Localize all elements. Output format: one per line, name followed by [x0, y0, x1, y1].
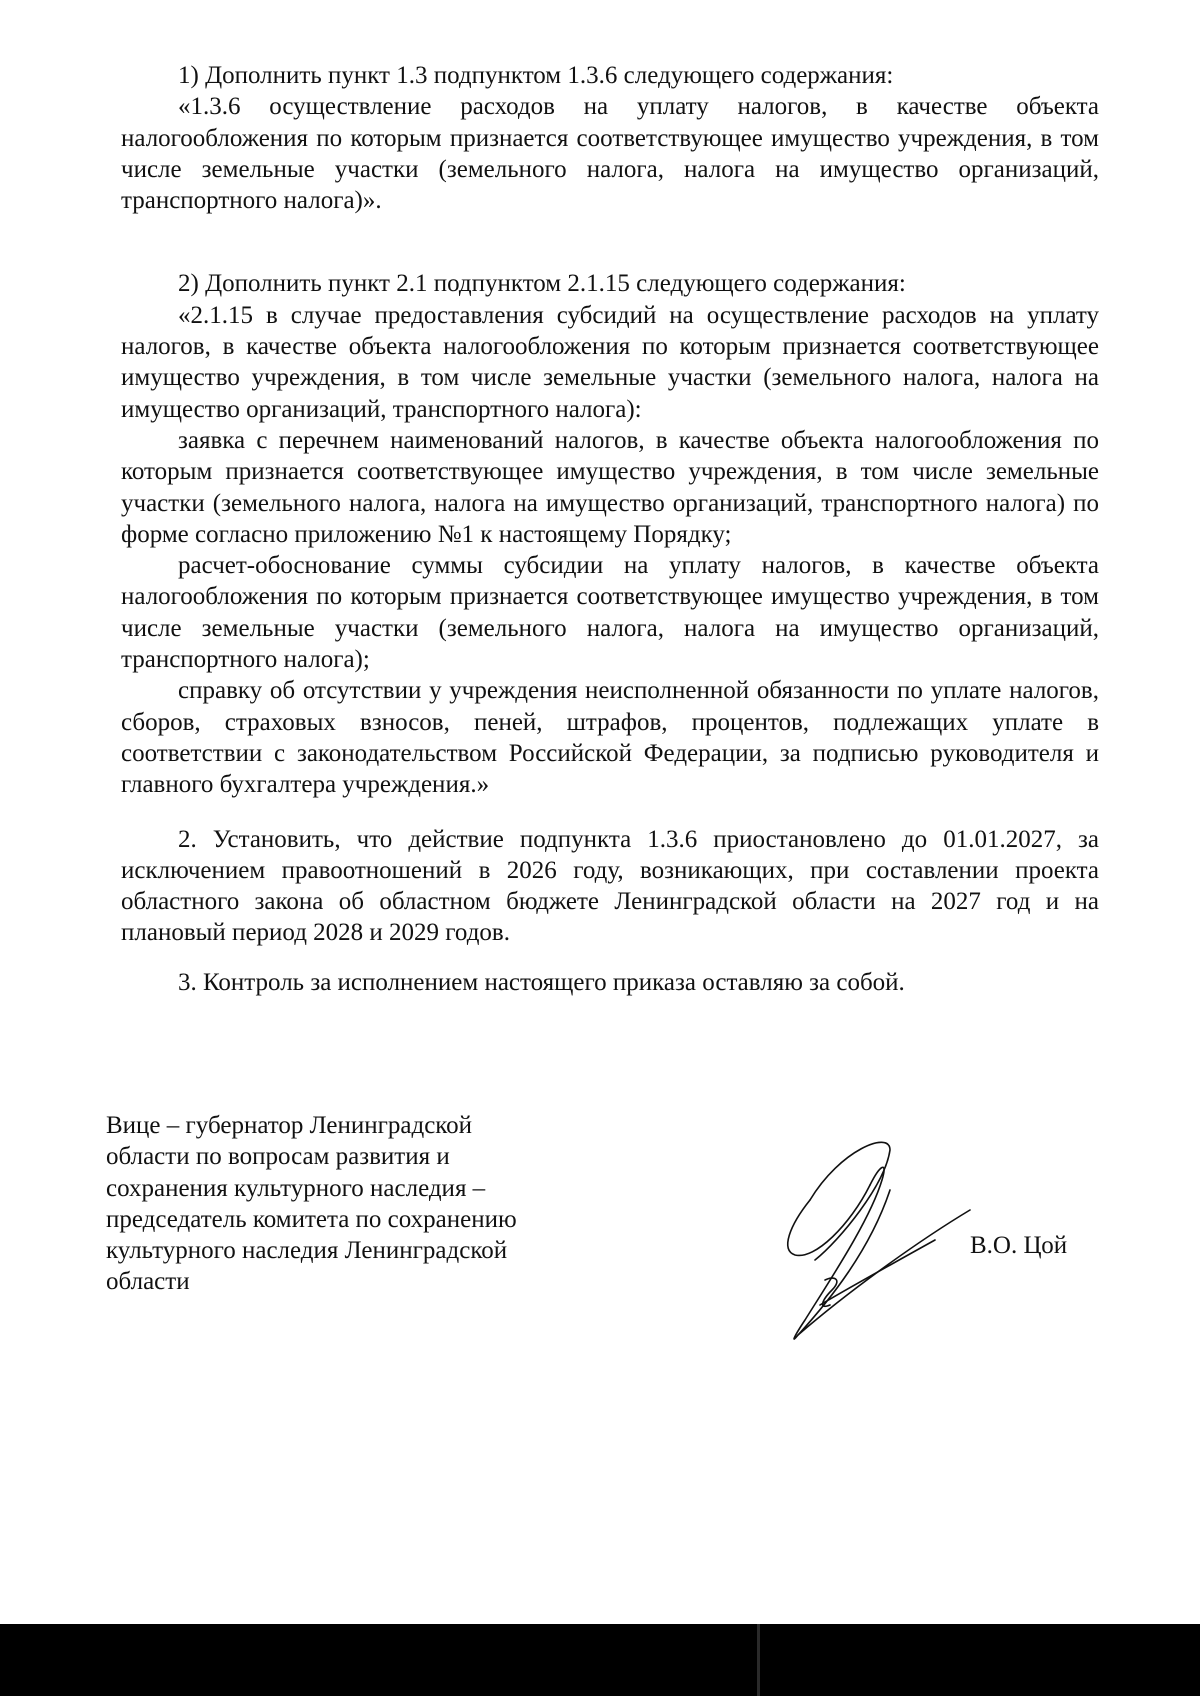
paragraph-clause-3: 3. Контроль за исполнением настоящего приказа оставляю за собой. — [178, 968, 905, 996]
paragraph-certificate: справку об отсутствии у учреждения неисполненной обязанности по уплате налогов, сборов, страховых взносов, пеней, штрафов, процентов, подлежащих уплате в соответствии с законодательством Российской Федерации, за подписью руководителя и главного бухгалтера учреждения.» — [121, 677, 1099, 799]
paragraph-calculation: расчет-обоснование суммы субсидии на уплату налогов, в качестве объекта налогообложения по которым признается соответствующее имущество учреждения, в том числе земельные участки (земельного налога, налога на имущество организаций, транспортного налога); — [121, 552, 1099, 674]
document-body — [121, 60, 1099, 998]
signer-title: Вице – губернатор Ленинградской области по вопросам развития и сохранения культурного наследия – председатель комитета по сохранению культурного наследия Ленинградской области — [106, 1112, 517, 1296]
paragraph-amendment-1: 1) Дополнить пункт 1.3 подпунктом 1.3.6 следующего содержания: — [178, 62, 894, 89]
scan-edge-bar — [0, 1624, 1200, 1696]
paragraph-subclause-1-3-6: «1.3.6 осуществление расходов на уплату налогов, в качестве объекта налогообложения по которым признается соответствующее имущество учреждения, в том числе земельные участки (земельного налога, налога на имущество организаций, транспортного налога)». — [121, 93, 1099, 215]
paragraph-application-list: заявка с перечнем наименований налогов, в качестве объекта налогообложения по которым признается соответствующее имущество учреждения, в том числе земельные участки (земельного налога, налога на имущество организаций, транспортного налога) по форме согласно приложению №1 к настоящему Порядку; — [121, 426, 1099, 548]
paragraph-clause-2: 2. Установить, что действие подпункта 1.3.6 приостановлено до 01.01.2027, за исключением правоотношений в 2026 году, возникающих, при составлении проекта областного закона об областном бюджете Ленинградской области на 2027 год и на плановый период 2028 и 2029 годов. — [121, 825, 1099, 947]
scan-seam-line — [757, 1624, 760, 1696]
paragraph-amendment-2: 2) Дополнить пункт 2.1 подпунктом 2.1.15 следующего содержания: — [178, 270, 906, 298]
handwritten-signature — [770, 1130, 1000, 1350]
paragraph-subclause-2-1-15: «2.1.15 в случае предоставления субсидий на осуществление расходов на уплату налогов, в качестве объекта налогообложения по которым признается соответствующее имущество учреждения, в том числе земельные участки (земельного налога, налога на имущество организаций, транспортного налога): — [121, 301, 1099, 423]
signer-name: В.О. Цой — [970, 1232, 1068, 1259]
